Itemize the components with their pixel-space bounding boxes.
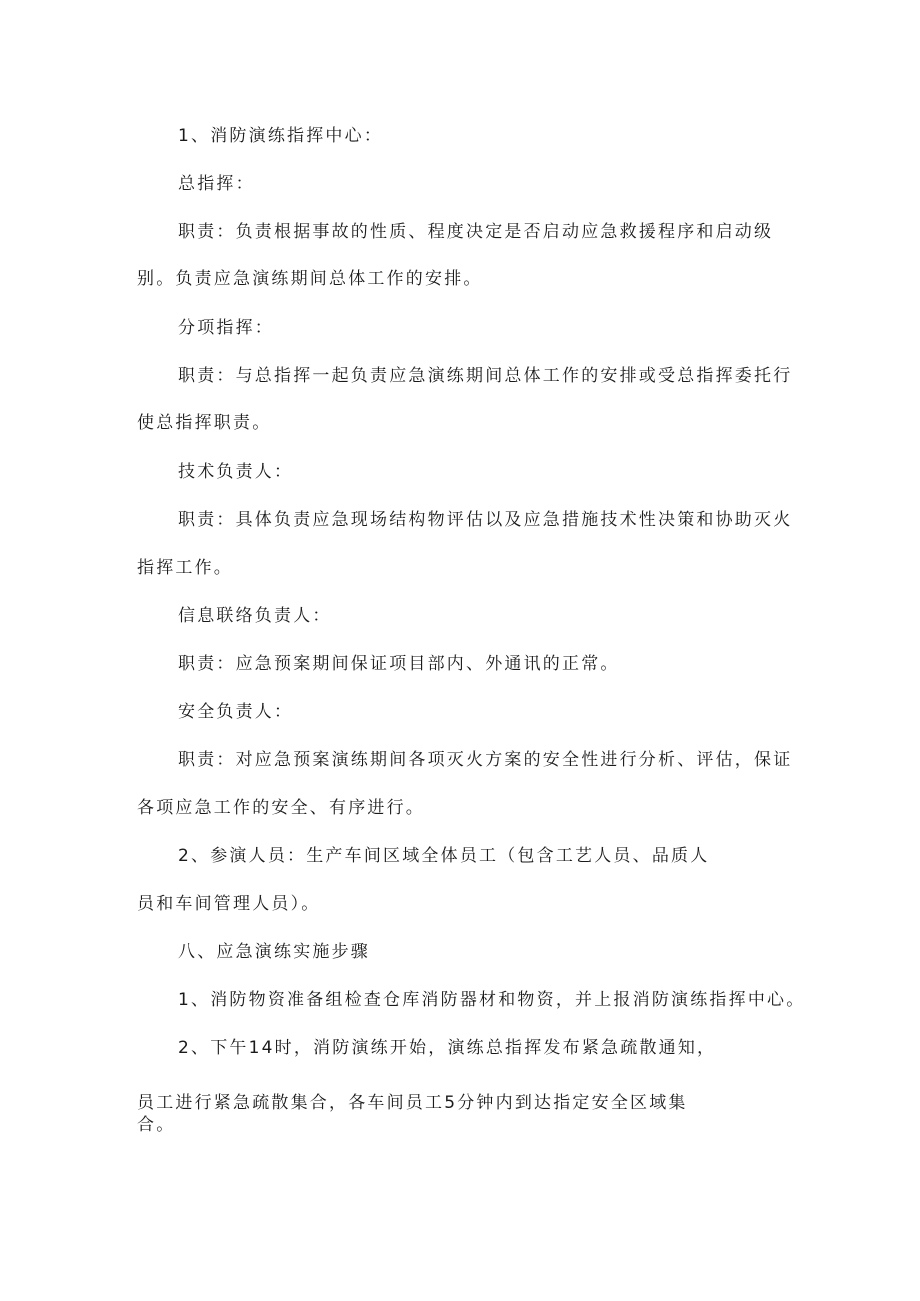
duty-technical-lead-line2: 指挥工作。: [137, 558, 233, 578]
step-2-line3: 合。: [137, 1115, 176, 1135]
section-heading-drill-steps: 八、应急演练实施步骤: [178, 942, 370, 962]
role-chief-commander: 总指挥：: [178, 174, 255, 194]
duty-safety-lead-line1: 职责：对应急预案演练期间各项灭火方案的安全性进行分析、评估，保证: [178, 750, 793, 770]
participants-line2: 员和车间管理人员）。: [137, 894, 321, 914]
role-sub-commander: 分项指挥：: [178, 318, 274, 338]
duty-liaison-lead: 职责：应急预案期间保证项目部内、外通讯的正常。: [178, 654, 620, 674]
duty-technical-lead-line1: 职责：具体负责应急现场结构物评估以及应急措施技术性决策和协助灭火: [178, 510, 793, 530]
duty-sub-commander-line1: 职责：与总指挥一起负责应急演练期间总体工作的安排或受总指挥委托行: [178, 366, 793, 386]
step-2-line1: 2、下午14时，消防演练开始，演练总指挥发布紧急疏散通知，: [178, 1038, 717, 1058]
role-technical-lead: 技术负责人：: [178, 462, 294, 482]
role-safety-lead: 安全负责人：: [178, 702, 294, 722]
step-2-line2: 员工进行紧急疏散集合，各车间员工5分钟内到达指定安全区域集: [137, 1093, 688, 1113]
duty-sub-commander-line2: 使总指挥职责。: [137, 413, 272, 433]
duty-safety-lead-line2: 各项应急工作的安全、有序进行。: [137, 798, 425, 818]
role-liaison-lead: 信息联络负责人：: [178, 606, 332, 626]
heading-command-center: 1、消防演练指挥中心：: [178, 126, 384, 146]
step-1: 1、消防物资准备组检查仓库消防器材和物资，并上报消防演练指挥中心。: [178, 990, 806, 1010]
duty-chief-commander-line1: 职责：负责根据事故的性质、程度决定是否启动应急救援程序和启动级: [178, 222, 774, 242]
participants-line1: 2、参演人员：生产车间区域全体员工（包含工艺人员、品质人: [178, 846, 710, 866]
duty-chief-commander-line2: 别。负责应急演练期间总体工作的安排。: [137, 269, 483, 289]
